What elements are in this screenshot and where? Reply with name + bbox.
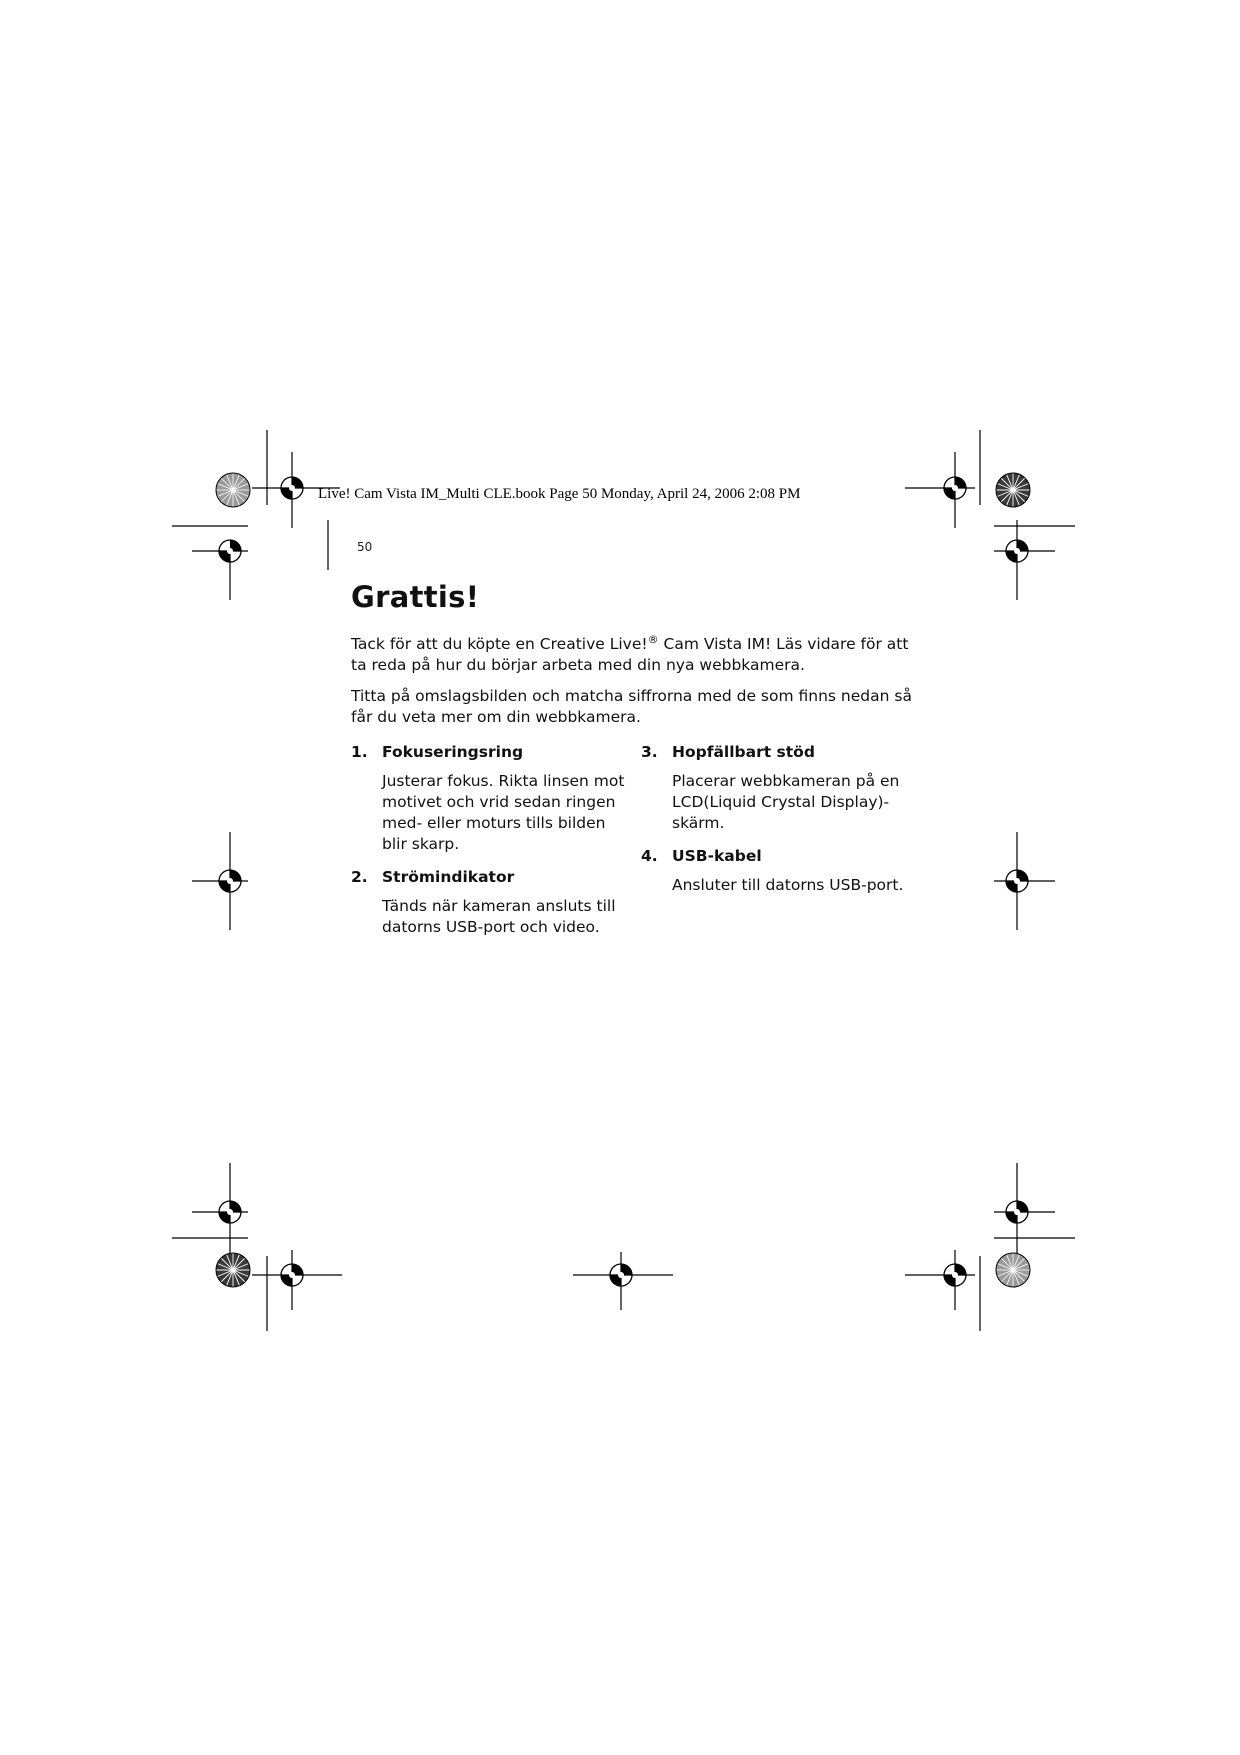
item-number: 1. xyxy=(351,743,368,761)
item-description: Tänds när kameran ansluts till datorns USB-port och video. xyxy=(382,897,616,936)
file-slug: Live! Cam Vista IM_Multi CLE.book Page 50 Monday, April 24, 2006 2:08 PM xyxy=(318,486,801,502)
item-title: USB-kabel xyxy=(672,847,762,865)
item-title: Fokuseringsring xyxy=(382,743,524,761)
list-item xyxy=(641,742,911,834)
item-heading xyxy=(351,867,621,888)
item-title: Hopfällbart stöd xyxy=(672,743,815,761)
item-title: Strömindikator xyxy=(382,868,515,886)
intro-paragraph-2: Titta på omslagsbilden och matcha siffrorna med de som finns nedan så får du veta mer om din webbkamera. xyxy=(351,687,912,727)
list-item xyxy=(351,867,621,938)
item-description: Ansluter till datorns USB-port. xyxy=(672,876,904,894)
registered-mark: ® xyxy=(647,633,659,646)
item-description: Justerar fokus. Rikta linsen mot motivet och vrid sedan ringen med- eller moturs tills bilden blir skarp. xyxy=(382,772,625,853)
list-item xyxy=(351,742,625,855)
item-heading xyxy=(351,742,621,763)
item-number: 2. xyxy=(351,868,368,886)
item-number: 3. xyxy=(641,743,658,761)
item-number: 4. xyxy=(641,847,658,865)
intro-paragraph-1: Tack för att du köpte en Creative Live!® Cam Vista IM! Läs vidare för att ta reda på hur du börjar arbeta med din nya webbkamera. xyxy=(351,633,909,675)
item-heading xyxy=(641,846,911,867)
feature-list-left xyxy=(351,742,625,950)
feature-list-right xyxy=(641,742,911,908)
item-heading xyxy=(641,742,911,763)
intro-text xyxy=(351,629,921,738)
page-title: Grattis! xyxy=(351,580,480,614)
list-item xyxy=(641,846,911,896)
item-description: Placerar webbkameran på en LCD(Liquid Crystal Display)-skärm. xyxy=(672,772,900,832)
page-number: 50 xyxy=(357,540,373,554)
